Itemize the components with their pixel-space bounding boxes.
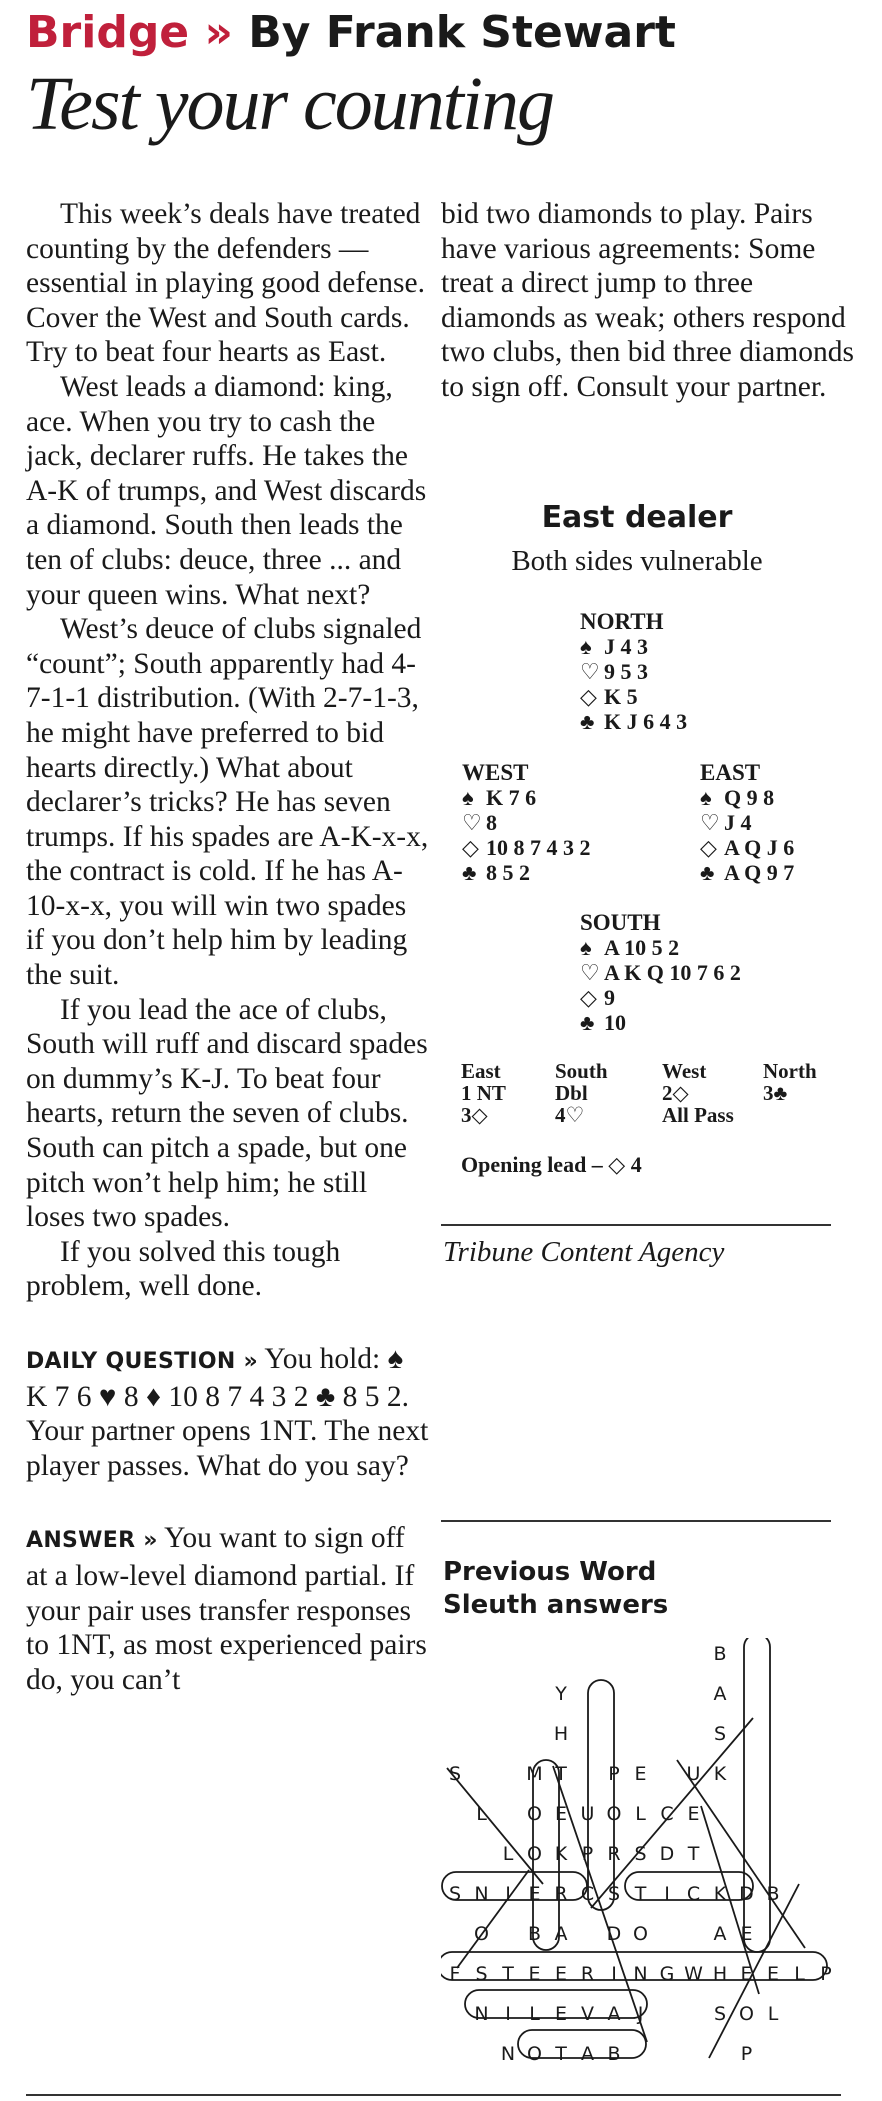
club-icon: ♣: [580, 1010, 595, 1035]
word-sleuth-grid: [441, 1638, 841, 2088]
grid-letter: E: [740, 1923, 753, 1945]
auction-header: West: [662, 1059, 707, 1083]
divider: [441, 1224, 831, 1226]
answer-highlight: [588, 1680, 614, 1910]
grid-letter: E: [528, 1883, 541, 1905]
grid-letter: S: [634, 1843, 647, 1865]
club-cards: K J 6 4 3: [604, 709, 688, 734]
grid-letter: S: [713, 1723, 727, 1745]
hand-label: EAST: [700, 760, 761, 785]
article-paragraph: If you solved this tough problem, well done.: [26, 1235, 341, 1303]
grid-letter: I: [664, 1883, 670, 1905]
grid-letter: P: [608, 1763, 620, 1785]
grid-letter: N: [474, 2003, 489, 2025]
grid-letter: N: [500, 2043, 516, 2065]
heart-icon: ♡: [462, 810, 482, 835]
grid-letter: R: [607, 1843, 621, 1865]
grid-letter: O: [527, 1803, 542, 1825]
auction-bid: [763, 1104, 843, 1126]
grid-letter: P: [581, 1843, 594, 1865]
grid-letter: O: [633, 1923, 648, 1945]
grid-letter: L: [529, 2003, 540, 2025]
auction-bid: 3◇: [461, 1103, 488, 1127]
auction-header: North: [763, 1059, 817, 1083]
grid-letter: T: [634, 1883, 647, 1905]
diamond-cards: 9: [604, 985, 615, 1010]
grid-letter: T: [555, 2043, 567, 2065]
hand-label: WEST: [462, 760, 529, 785]
auction-bid: 2◇: [662, 1081, 689, 1105]
grid-letter: F: [449, 1963, 461, 1985]
auction-header: South: [555, 1059, 608, 1083]
club-icon: ♣: [462, 860, 477, 885]
club-icon: ♣: [580, 709, 595, 734]
answer: [26, 1521, 430, 1697]
grid-letter: I: [611, 1963, 617, 1985]
word-sleuth-letters: [449, 1643, 832, 2065]
grid-letter: S: [607, 1883, 621, 1905]
grid-letter: K: [554, 1843, 568, 1865]
article-paragraph: West’s deuce of clubs signaled “count”; South apparently had 4-7-1-1 distribution. (With 2-7-1-3, he might have preferred to bid hearts directly.) What about declarer’s tricks? He has seven trumps. If his spades are A-K-x-x, the contract is cold. If he has A-10-x-x, you will win two spades if you don’t help him by leading the suit.: [26, 613, 429, 992]
answer-continuation: bid two diamonds to play. Pairs have various agreements: Some treat a direct jump to three diamonds as weak; others respond two clubs, then bid three diamonds to sign off. Consult your partner.: [441, 198, 854, 403]
auction-bid: 1 NT: [461, 1081, 506, 1105]
grid-letter: E: [554, 2003, 568, 2025]
auction-bid: 4♡: [555, 1103, 585, 1127]
heart-cards: 8: [486, 810, 497, 835]
heart-cards: A K Q 10 7 6 2: [604, 960, 741, 985]
grid-letter: E: [634, 1763, 647, 1785]
grid-letter: L: [767, 2003, 779, 2025]
grid-letter: U: [580, 1803, 595, 1825]
article-right-column: [441, 197, 861, 405]
spade-icon: ♠: [700, 785, 712, 810]
grid-letter: C: [580, 1883, 595, 1905]
grid-letter: S: [448, 1763, 462, 1785]
grid-letter: E: [766, 1963, 780, 1985]
grid-letter: A: [581, 2043, 594, 2065]
grid-letter: O: [739, 2003, 754, 2025]
grid-letter: R: [554, 1883, 568, 1905]
grid-letter: S: [475, 1963, 488, 1985]
grid-letter: B: [713, 1643, 727, 1665]
grid-letter: D: [659, 1843, 675, 1865]
grid-letter: P: [740, 2043, 753, 2065]
grid-letter: M: [526, 1763, 543, 1785]
divider: [441, 1520, 831, 1522]
dealer-heading: East dealer: [541, 500, 733, 535]
spade-icon: ♠: [580, 935, 592, 960]
diamond-icon: ◇: [700, 835, 717, 860]
grid-letter: T: [555, 1763, 567, 1785]
auction-row: [461, 1082, 843, 1104]
grid-letter: L: [794, 1963, 805, 1985]
answer-text: You want to sign off at a low-level diamond partial. If your pair uses transfer responses to 1NT, as most experienced pairs do, you can’t: [26, 1522, 427, 1696]
grid-letter: A: [554, 1923, 568, 1945]
word-sleuth-title-line: Previous Word: [443, 1557, 657, 1587]
section-label: Bridge »: [26, 7, 233, 58]
credit-line: Tribune Content Agency: [443, 1236, 725, 1268]
diamond-cards: 10 8 7 4 3 2: [486, 835, 591, 860]
grid-letter: S: [713, 2003, 727, 2025]
grid-letter: B: [527, 1923, 542, 1945]
grid-letter: B: [607, 2043, 621, 2065]
grid-letter: R: [580, 1963, 595, 1985]
grid-letter: O: [474, 1923, 489, 1945]
hand-label: NORTH: [580, 609, 664, 634]
grid-letter: O: [606, 1803, 622, 1825]
grid-letter: I: [505, 2003, 511, 2025]
answer-label: ANSWER »: [26, 1528, 158, 1554]
grid-letter: C: [686, 1883, 701, 1905]
heart-icon: ♡: [580, 659, 600, 684]
club-cards: A Q 9 7: [724, 860, 795, 885]
spade-cards: K 7 6: [486, 785, 537, 810]
grid-letter: A: [607, 2003, 621, 2025]
hand-label: SOUTH: [580, 910, 661, 935]
south-hand: [580, 910, 741, 1035]
west-hand: [462, 760, 591, 885]
east-hand: [700, 760, 794, 885]
heart-cards: 9 5 3: [604, 659, 648, 684]
section-kicker: [26, 2, 866, 64]
grid-letter: H: [553, 1723, 569, 1745]
grid-letter: L: [502, 1843, 514, 1865]
auction-table: [461, 1060, 843, 1126]
grid-letter: A: [713, 1923, 727, 1945]
spade-cards: A 10 5 2: [604, 935, 680, 960]
grid-letter: E: [554, 1803, 568, 1825]
grid-letter: L: [635, 1803, 646, 1825]
grid-letter: K: [713, 1763, 727, 1785]
answer-highlight: [457, 1870, 529, 1968]
word-sleuth-svg: [441, 1638, 841, 2088]
grid-letter: Y: [555, 1683, 567, 1705]
answer-highlight: [447, 1768, 543, 1884]
bottom-divider: [26, 2094, 841, 2096]
article-left-column: [26, 197, 430, 1727]
grid-letter: S: [448, 1883, 462, 1905]
word-sleuth-title: [443, 1556, 668, 1622]
spade-icon: ♠: [462, 785, 474, 810]
grid-letter: H: [712, 1963, 728, 1985]
auction-bid: Dbl: [555, 1081, 588, 1105]
opening-lead: Opening lead – ◇ 4: [461, 1152, 642, 1177]
grid-letter: V: [581, 2003, 594, 2025]
heart-icon: ♡: [580, 960, 600, 985]
grid-letter: C: [660, 1803, 674, 1825]
grid-letter: N: [633, 1963, 648, 1985]
article-paragraph: If you lead the ace of clubs, South will ruff and discard spades on dummy’s K-J. To beat four hearts, return the seven of clubs. South can pitch a spade, but one pitch won’t help him; he still loses two spades.: [26, 993, 428, 1234]
club-cards: 10: [604, 1010, 626, 1035]
club-cards: 8 5 2: [486, 860, 530, 885]
auction-header: East: [461, 1059, 501, 1083]
diamond-icon: ◇: [580, 985, 597, 1010]
diamond-cards: K 5: [604, 684, 638, 709]
grid-letter: I: [505, 1883, 511, 1905]
auction-bid: All Pass: [662, 1103, 734, 1127]
daily-question-label: DAILY QUESTION »: [26, 1349, 259, 1374]
article-paragraph: This week’s deals have treated counting by the defenders — essential in playing good defense. Cover the West and South cards. Try to beat four hearts as East.: [26, 198, 425, 369]
diamond-cards: A Q J 6: [724, 835, 795, 860]
spade-cards: J 4 3: [604, 634, 648, 659]
daily-question: [26, 1342, 430, 1483]
header: [26, 2, 866, 146]
spade-cards: Q 9 8: [724, 785, 775, 810]
north-hand: [580, 609, 687, 734]
diamond-icon: ◇: [580, 684, 597, 709]
grid-letter: O: [527, 2043, 542, 2065]
club-icon: ♣: [700, 860, 715, 885]
grid-letter: E: [554, 1963, 568, 1985]
grid-letter: A: [713, 1683, 727, 1705]
headline: Test your counting: [26, 62, 553, 146]
word-sleuth-title-line: Sleuth answers: [443, 1590, 669, 1620]
grid-letter: O: [527, 1843, 542, 1865]
grid-letter: N: [474, 1883, 489, 1905]
grid-letter: P: [820, 1963, 832, 1985]
byline: By Frank Stewart: [248, 7, 676, 58]
grid-letter: E: [740, 1963, 753, 1985]
spade-icon: ♠: [580, 634, 592, 659]
grid-letter: E: [687, 1803, 700, 1825]
vulnerability: Both sides vulnerable: [511, 545, 763, 577]
grid-letter: W: [684, 1963, 703, 1985]
grid-letter: B: [766, 1883, 780, 1905]
grid-letter: L: [476, 1803, 487, 1825]
grid-letter: T: [502, 1963, 514, 1985]
grid-letter: D: [606, 1923, 622, 1945]
grid-letter: D: [739, 1883, 754, 1905]
daily-question-text: You hold: ♠ K 7 6 ♥ 8 ♦ 10 8 7 4 3 2 ♣ 8 5 2. Your partner opens 1NT. The next player passes. What do you say?: [26, 1343, 429, 1482]
diamond-icon: ◇: [462, 835, 479, 860]
grid-letter: J: [637, 2003, 644, 2025]
article-paragraph: West leads a diamond: king, ace. When you try to cash the jack, declarer ruffs. He takes the A-K of trumps, and West discards a diamond. South then leads the ten of clubs: deuce, three ... and your queen wins. What next?: [26, 370, 427, 611]
auction-bid: 3♣: [763, 1081, 788, 1105]
auction-header-row: [461, 1060, 843, 1082]
heart-icon: ♡: [700, 810, 720, 835]
grid-letter: E: [528, 1963, 541, 1985]
grid-letter: G: [659, 1963, 675, 1985]
grid-letter: U: [686, 1763, 701, 1785]
heart-cards: J 4: [724, 810, 752, 835]
grid-letter: K: [713, 1883, 727, 1905]
grid-letter: T: [687, 1843, 700, 1865]
auction-row: [461, 1104, 843, 1126]
